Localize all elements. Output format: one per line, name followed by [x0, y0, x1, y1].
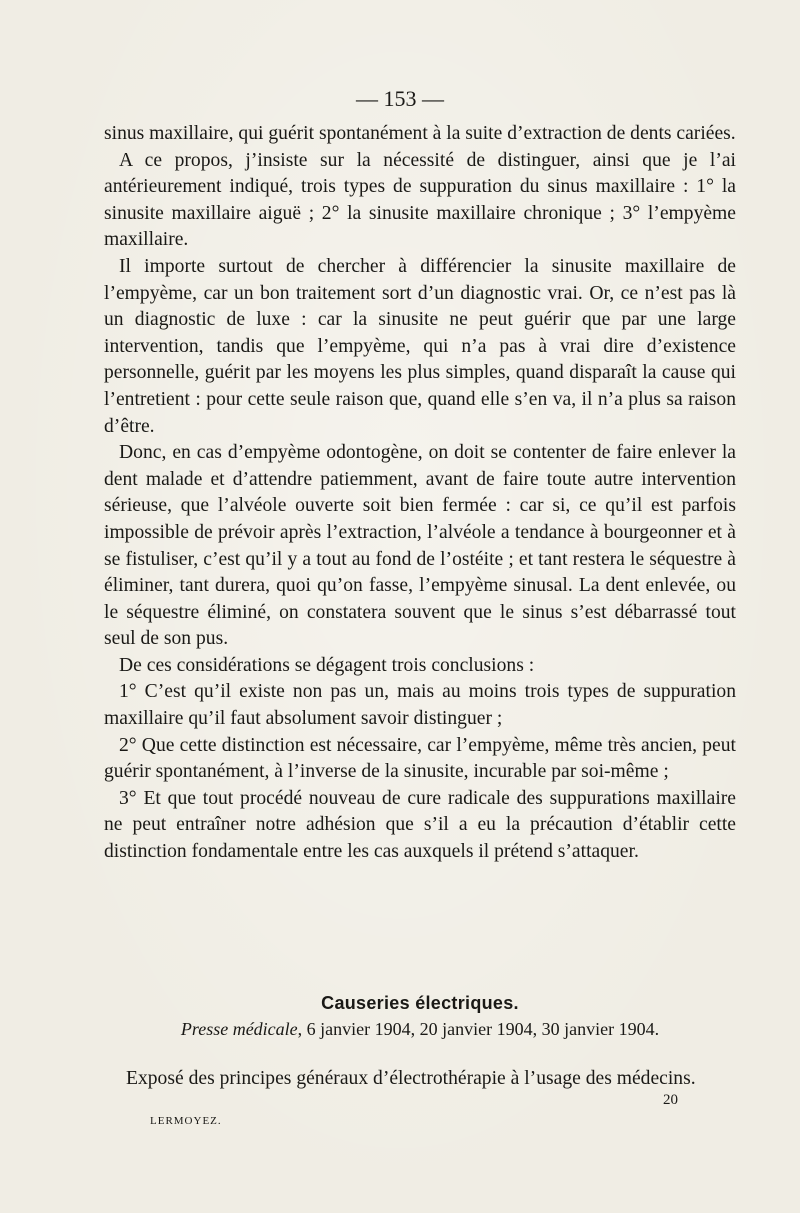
paragraph-odontogenic-empyema: Donc, en cas d’empyème odontogène, on doit se contenter de faire enlever la dent malade et d’attendre patiemment, avant de faire toute autre intervention sérieuse, que l’alvéole ouverte soit bien fermée : car si, ce qu’il est parfois impossible de prévoir après l’extraction, l’alvéole a tendance à bourgeonner et à se fistuliser, c’est qu’il y a tout au fond de l’ostéite ; et tant restera le séquestre à éliminer, tant durera, quoi qu’on fasse, l’empyème sinusal. La dent enlevée, ou le séquestre éliminé, on constatera souvent que le sinus s’est débarrassé tout seul de son pus.: [104, 442, 736, 650]
sheet-number: 20: [663, 1092, 678, 1108]
reference-journal: Presse médicale: [180, 1019, 298, 1039]
reference-summary: Exposé des principes généraux d’électrothérapie à l’usage des médecins.: [126, 1068, 696, 1089]
page-number: — 153 —: [356, 86, 444, 111]
paragraph-conclusions-intro: De ces considérations se dégagent trois conclusions :: [119, 654, 535, 676]
conclusion-item-3: 3° Et que tout procédé nouveau de cure radicale des suppurations maxillaire ne peut entraîner notre adhésion que s’il a eu la précaution d’établir cette distinction fondamentale entre les cas auxquels il prétend s’attaquer.: [104, 787, 736, 863]
conclusion-item-1: 1° C’est qu’il existe non pas un, mais au moins trois types de suppuration maxillaire qu’il faut absolument savoir distinguer ;: [104, 681, 736, 730]
reference-source: [104, 1016, 736, 1042]
paragraph-continuation: sinus maxillaire, qui guérit spontanément à la suite d’extraction de dents cariées.: [104, 123, 736, 144]
reference-title: Causeries électriques.: [321, 993, 519, 1013]
paragraph-suppuration-types: A ce propos, j’insiste sur la nécessité de distinguer, ainsi que je l’ai antérieurement indiqué, trois types de suppuration du sinus maxillaire : 1° la sinusite maxillaire aiguë ; 2° la sinusite maxillaire chronique ; 3° l’empyème maxillaire.: [104, 149, 736, 251]
body-text: [104, 121, 736, 866]
printer-signature: LERMOYEZ.: [150, 1115, 222, 1127]
reference-dates: , 6 janvier 1904, 20 janvier 1904, 30 janvier 1904.: [297, 1019, 660, 1039]
bibliographic-reference: [104, 990, 736, 1042]
paragraph-differential-diagnosis: Il importe surtout de chercher à différencier la sinusite maxillaire de l’empyème, car un bon traitement sort d’un diagnostic vrai. Or, ce n’est pas là un diagnostic de luxe : car la sinusite ne peut guérir que par une large intervention, tandis que l’empyème, qui n’a pas à vrai dire d’existence personnelle, guérit par les moyens les plus simples, quand disparaît la cause qui l’entretient : pour cette seule raison que, quand elle s’en va, il n’a plus sa raison d’être.: [104, 255, 736, 437]
conclusion-item-2: 2° Que cette distinction est nécessaire, car l’empyème, même très ancien, peut guérir spontanément, à l’inverse de la sinusite, incurable par soi-même ;: [104, 734, 736, 783]
